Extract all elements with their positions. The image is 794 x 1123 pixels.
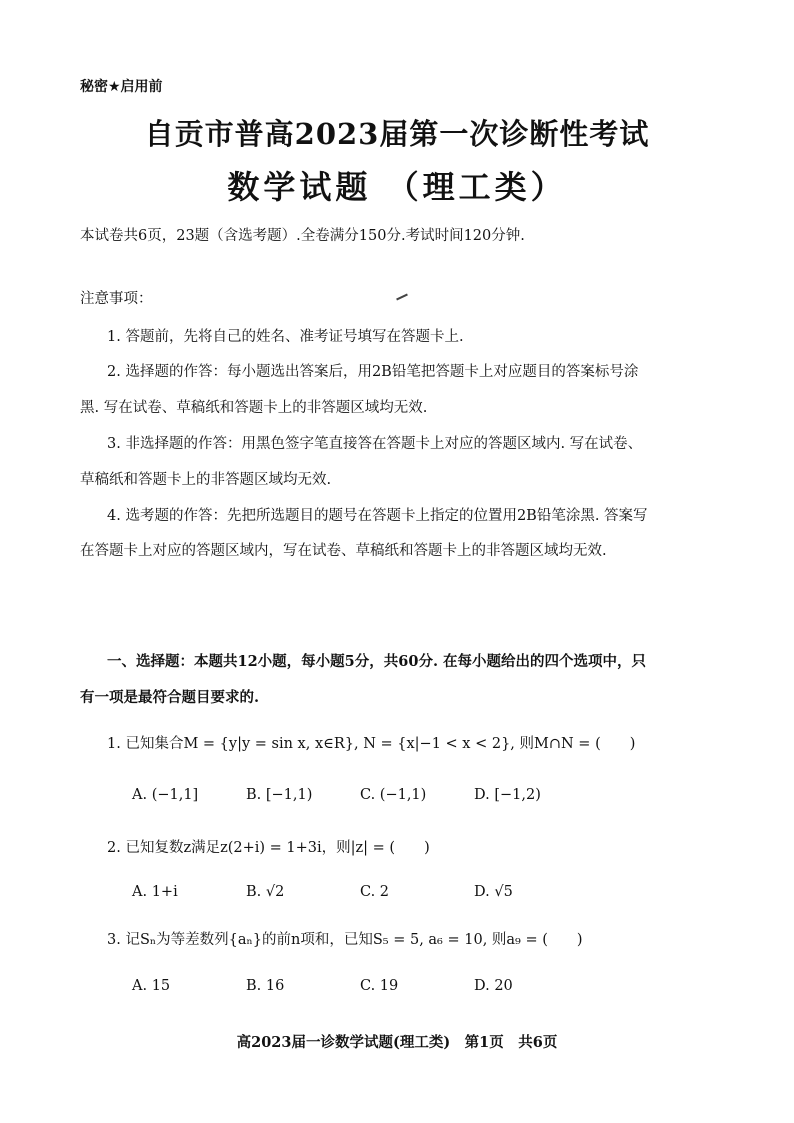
notice-heading: 注意事项： <box>80 291 153 307</box>
notice-item-4-line-1: 4. 选考题的作答：先把所选题目的题号在答题卡上指定的位置用2B铅笔涂黑. 答案写 <box>107 508 648 524</box>
question-1-option-b: B. [−1,1) <box>246 787 313 803</box>
notice-item-3-line-2: 草稿纸和答题卡上的非答题区域均无效. <box>80 472 332 488</box>
question-3-option-c: C. 19 <box>360 978 399 994</box>
section-1-heading-line-1: 一、选择题：本题共12小题，每小题5分，共60分. 在每小题给出的四个选项中，只 <box>107 653 647 670</box>
subject-title: 数学试题 （理工类） <box>227 168 567 206</box>
notice-item-1: 1. 答题前，先将自己的姓名、准考证号填写在答题卡上. <box>107 329 464 345</box>
question-1-option-c: C. (−1,1) <box>360 787 427 803</box>
notice-item-2-line-2: 黑. 写在试卷、草稿纸和答题卡上的非答题区域均无效. <box>80 400 428 416</box>
question-2-option-a: A. 1+i <box>132 884 178 900</box>
question-1-option-d: D. [−1,2) <box>474 787 541 803</box>
question-2-option-b: B. √2 <box>246 884 285 900</box>
question-3-stem: 3. 记Sₙ为等差数列{aₙ}的前n项和，已知S₅ = 5, a₆ = 10, 则a₉ = ( ) <box>107 932 583 948</box>
exam-intro: 本试卷共6页，23题（含选考题）.全卷满分150分.考试时间120分钟. <box>80 228 525 244</box>
exam-title: 自贡市普高2023届第一次诊断性考试 <box>144 117 650 151</box>
question-3-option-a: A. 15 <box>132 978 171 994</box>
question-1-option-a: A. (−1,1] <box>132 787 199 803</box>
section-1-heading-line-2: 有一项是最符合题目要求的. <box>80 689 260 706</box>
question-2-option-c: C. 2 <box>360 884 390 900</box>
notice-item-2-line-1: 2. 选择题的作答：每小题选出答案后，用2B铅笔把答题卡上对应题目的答案标号涂 <box>107 364 639 380</box>
question-3-option-d: D. 20 <box>474 978 513 994</box>
question-2-stem: 2. 已知复数z满足z(2+i) = 1+3i，则|z| = ( ) <box>107 840 430 856</box>
question-2-option-d: D. √5 <box>474 884 513 900</box>
question-3-option-b: B. 16 <box>246 978 285 994</box>
notice-item-3-line-1: 3. 非选择题的作答：用黑色签字笔直接答在答题卡上对应的答题区域内. 写在试卷、 <box>107 436 643 452</box>
question-1-stem: 1. 已知集合M = {y|y = sin x, x∈R}, N = {x|−1 < x < 2}, 则M∩N = ( ) <box>107 736 636 752</box>
page-footer: 高2023届一诊数学试题(理工类) 第1页 共6页 <box>236 1034 558 1051</box>
pen-mark <box>396 294 408 301</box>
secret-label: 秘密★启用前 <box>80 79 163 95</box>
notice-item-4-line-2: 在答题卡上对应的答题区域内，写在试卷、草稿纸和答题卡上的非答题区域均无效. <box>80 543 607 559</box>
